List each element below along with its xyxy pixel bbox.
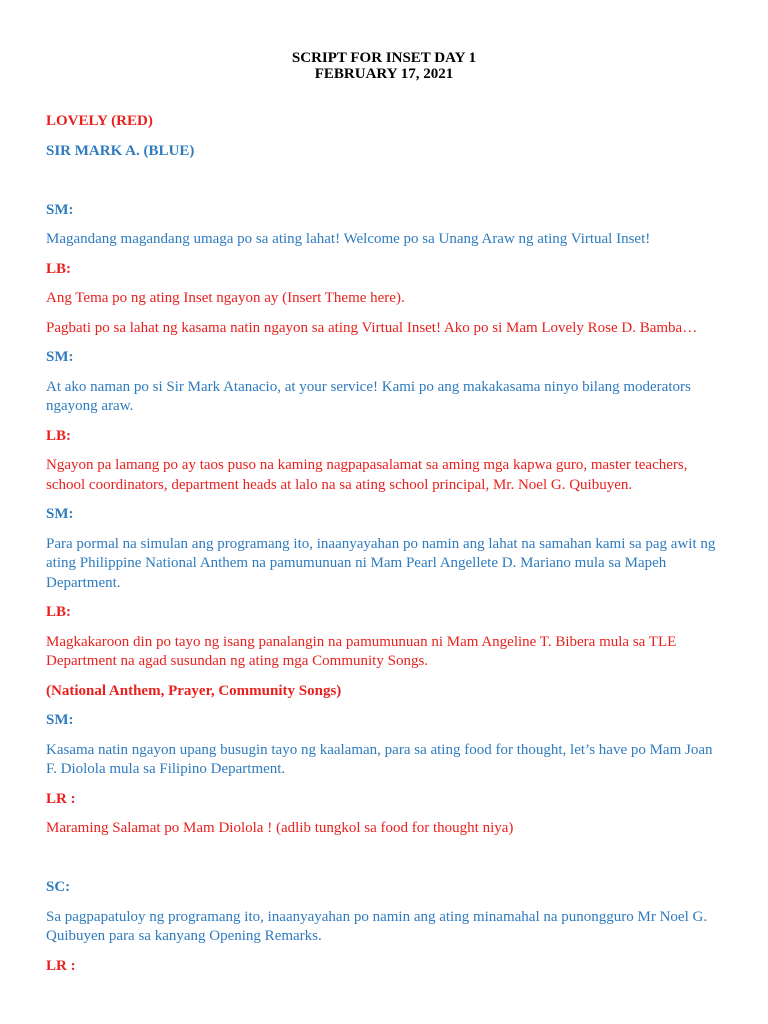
speaker-label-sm: SM: [46,712,74,728]
dialogue-line: At ako naman po si Sir Mark Atanacio, at your service! Kami po ang makakasama ninyo bilang moderators [46,378,691,395]
stage-cue: (National Anthem, Prayer, Community Songs) [46,682,342,699]
speaker-label-sm: SM: [46,349,74,365]
blank-line [46,849,762,869]
dialogue-line: Magandang magandang umaga po sa ating lahat! Welcome po sa Unang Araw ng ating Virtual Inset! [46,231,651,247]
dialogue-paragraph [46,633,762,672]
speaker-label-lb: LB: [46,604,72,620]
dialogue-paragraph [46,456,762,495]
speaker-label-lb: LB: [46,427,72,444]
cast-lovely: LOVELY (RED) [46,113,153,129]
dialogue-line: Quibuyen para sa kanyang Opening Remarks. [46,928,322,944]
dialogue-line: ngayong araw. [46,398,134,414]
dialogue-line: Department na agad susundan ng ating mga Community Songs. [46,653,429,669]
dialogue-paragraph [46,819,762,839]
speaker-label-lr: LR : [46,790,76,807]
dialogue-line: Department. [46,574,121,591]
dialogue-paragraph [46,289,762,309]
dialogue-line: Para pormal na simulan ang programang ito, inaanyayahan po namin ang lahat na samahan kami sa pag awit ng [46,535,716,552]
dialogue-paragraph [46,319,762,339]
dialogue-line: F. Diolola mula sa Filipino Department. [46,761,286,777]
dialogue-line: school coordinators, department heads at lalo na sa ating school principal, Mr. Noel G. Quibuyen. [46,476,633,493]
dialogue-line: ating Philippine National Anthem na pamumunuan ni Mam Pearl Angellete D. Mariano mula sa Mapeh [46,555,667,571]
dialogue-line: Ang Tema po ng ating Inset ngayon ay (Insert Theme here). [46,290,405,306]
speaker-label-sc: SC: [46,879,71,895]
dialogue-paragraph [46,741,762,780]
speaker-label-lr: LR : [46,957,76,974]
dialogue-paragraph [46,230,762,250]
dialogue-line: Ngayon pa lamang po ay taos puso na kaming nagpapasalamat sa aming mga kapwa guro, master teachers, [46,457,688,473]
dialogue-line: Magkakaroon din po tayo ng isang panalangin na pamumunuan ni Mam Angeline T. Bibera mula sa TLE [46,633,677,650]
script-body [46,112,762,986]
speaker-label-sm: SM: [46,201,74,218]
dialogue-line: Maraming Salamat po Mam Diolola ! (adlib tungkol sa food for thought niya) [46,820,514,836]
dialogue-line: Sa pagpapatuloy ng programang ito, inaanyayahan po namin ang ating minamahal na punongguro Mr Noel G. [46,908,708,925]
document-header [0,50,768,82]
dialogue-paragraph [46,535,762,594]
speaker-label-sm: SM: [46,506,74,522]
document-title: SCRIPT FOR INSET DAY 1 [291,50,477,66]
cast-mark: SIR MARK A. (BLUE) [46,142,195,159]
speaker-label-lb: LB: [46,260,72,277]
blank-line [46,171,762,191]
dialogue-line: Kasama natin ngayon upang busugin tayo ng kaalaman, para sa ating food for thought, let’s have po Mam Joan [46,741,713,758]
dialogue-paragraph [46,908,762,947]
dialogue-paragraph [46,378,762,417]
document-date: FEBRUARY 17, 2021 [314,66,454,82]
dialogue-line: Pagbati po sa lahat ng kasama natin ngayon sa ating Virtual Inset! Ako po si Mam Lovely Rose D. Bamba… [46,319,698,336]
